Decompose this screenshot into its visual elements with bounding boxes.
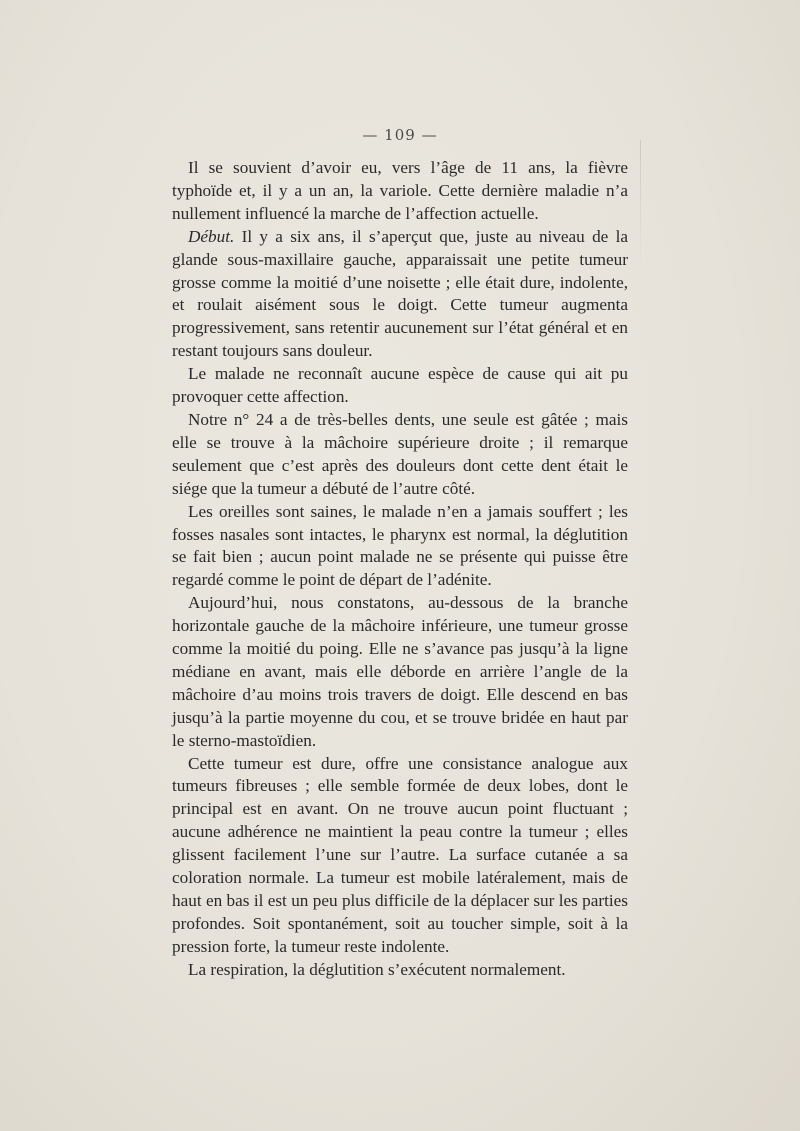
paragraph-text: Cette tumeur est dure, offre une consistance analogue aux tumeurs fibreuses ; elle semble formée de deux lobes, dont le principal est en avant. On ne trouve aucun point fluctuant ; aucune adhérence ne maintient la peau contre la tumeur ; elles glissent facilement l’une sur l’autre. La surface cutanée a sa coloration normale. La tumeur est mobile latéralement, mais de haut en bas il est un peu plus difficile de la déplacer sur les parties profondes. Soit spontanément, soit au toucher simple, soit à la pression forte, la tumeur reste indolente. [172, 753, 628, 956]
paragraph-respiration [172, 959, 628, 982]
paragraph-debut [172, 226, 628, 363]
paragraph-text: Les oreilles sont saines, le malade n’en a jamais souffert ; les fosses nasales sont intactes, le pharynx est normal, la déglutition se fait bien ; aucun point malade ne se présente qui puisse être regardé comme le point de départ de l’adénite. [172, 501, 628, 590]
body-text [172, 157, 628, 982]
page-number: — 109 — [362, 126, 438, 144]
paragraph-tumor [172, 753, 628, 959]
paper-fold-mark [640, 140, 641, 270]
paragraph-lead-italic: Début. [188, 226, 235, 246]
paragraph-text: La respiration, la déglutition s’exécutent normalement. [188, 959, 566, 979]
paragraph-text: Notre n° 24 a de très-belles dents, une seule est gâtée ; mais elle se trouve à la mâchoire supérieure droite ; il remarque seulement que c’est après des douleurs dont cette dent était le siége que la tumeur a débuté de l’autre côté. [172, 409, 628, 498]
paragraph-text: Il se souvient d’avoir eu, vers l’âge de 11 ans, la fièvre typhoïde et, il y a un an, la variole. Cette dernière maladie n’a nullement influencé la marche de l’affection actuelle. [172, 158, 628, 223]
paragraph-ears [172, 501, 628, 593]
paragraph-history [172, 157, 628, 226]
paragraph-cause [172, 363, 628, 409]
paragraph-today [172, 592, 628, 752]
paragraph-teeth [172, 409, 628, 501]
paragraph-text: Il y a six ans, il s’aperçut que, juste au niveau de la glande sous-maxillaire gauche, apparaissait une petite tumeur grosse comme la moitié d’une noisette ; elle était dure, indolente, et roulait aisément sous le doigt. Cette tumeur augmenta progressivement, sans retentir aucunement sur l’état général et en restant toujours sans douleur. [172, 226, 628, 361]
paragraph-text: Le malade ne reconnaît aucune espèce de cause qui ait pu provoquer cette affection. [172, 364, 628, 407]
paragraph-text: Aujourd’hui, nous constatons, au-dessous de la branche horizontale gauche de la mâchoire inférieure, une tumeur grosse comme la moitié du poing. Elle ne s’avance pas jusqu’à la ligne médiane en avant, mais elle déborde en arrière l’angle de la mâchoire d’au moins trois travers de doigt. Elle descend en bas jusqu’à la partie moyenne du cou, et se trouve bridée en haut par le sterno-mastoïdien. [172, 593, 628, 750]
